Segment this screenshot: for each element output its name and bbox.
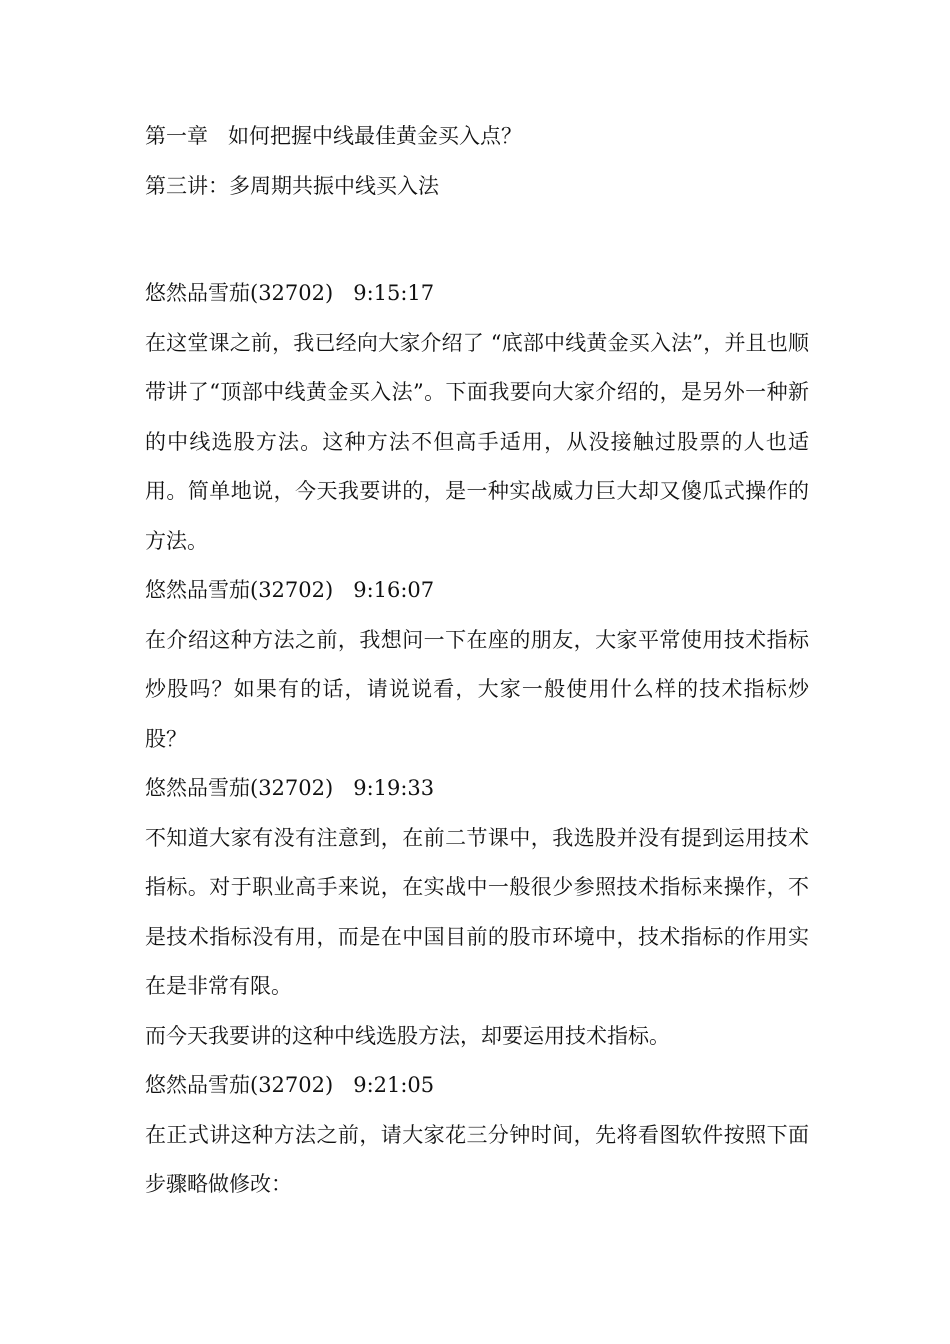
chapter-heading xyxy=(145,112,809,162)
message-paragraph: 在介绍这种方法之前，我想问一下在座的朋友，大家平常使用技术指标炒股吗？如果有的话，请说说看，大家一般使用什么样的技术指标炒股？ xyxy=(145,627,809,751)
message-time: 9:21:05 xyxy=(353,1073,435,1097)
message-time: 9:16:07 xyxy=(353,578,435,602)
message-time: 9:15:17 xyxy=(353,281,435,305)
speaker-name: 悠然品雪茄(32702) xyxy=(145,578,334,602)
section-gap xyxy=(145,211,809,269)
speaker-name: 悠然品雪茄(32702) xyxy=(145,1073,334,1097)
message-header xyxy=(145,764,809,814)
speaker-name: 悠然品雪茄(32702) xyxy=(145,281,334,305)
message-time: 9:19:33 xyxy=(353,776,435,800)
message-header xyxy=(145,1061,809,1111)
message-paragraph: 在正式讲这种方法之前，请大家花三分钟时间，先将看图软件按照下面步骤略做修改： xyxy=(145,1122,809,1196)
message-paragraph: 不知道大家有没有注意到，在前二节课中，我选股并没有提到运用技术指标。对于职业高手来说，在实战中一般很少参照技术指标来操作，不是技术指标没有用，而是在中国目前的股市环境中，技术指标的作用实在是非常有限。 xyxy=(145,825,809,998)
document-page xyxy=(145,112,809,1210)
message-header xyxy=(145,269,809,319)
message-header xyxy=(145,566,809,616)
lecture-heading: 第三讲：多周期共振中线买入法 xyxy=(145,173,439,198)
message-paragraph: 在这堂课之前，我已经向大家介绍了 “底部中线黄金买入法”，并且也顺带讲了“顶部中线黄金买入法”。下面我要向大家介绍的，是另外一种新的中线选股方法。这种方法不但高手适用，从没接触过股票的人也适用。简单地说，今天我要讲的，是一种实战威力巨大却又傻瓜式操作的方法。 xyxy=(145,330,809,553)
chapter-label: 第一章 xyxy=(145,124,208,148)
chapter-title: 如何把握中线最佳黄金买入点？ xyxy=(228,124,522,148)
message-paragraph: 而今天我要讲的这种中线选股方法，却要运用技术指标。 xyxy=(145,1023,670,1048)
speaker-name: 悠然品雪茄(32702) xyxy=(145,776,334,800)
